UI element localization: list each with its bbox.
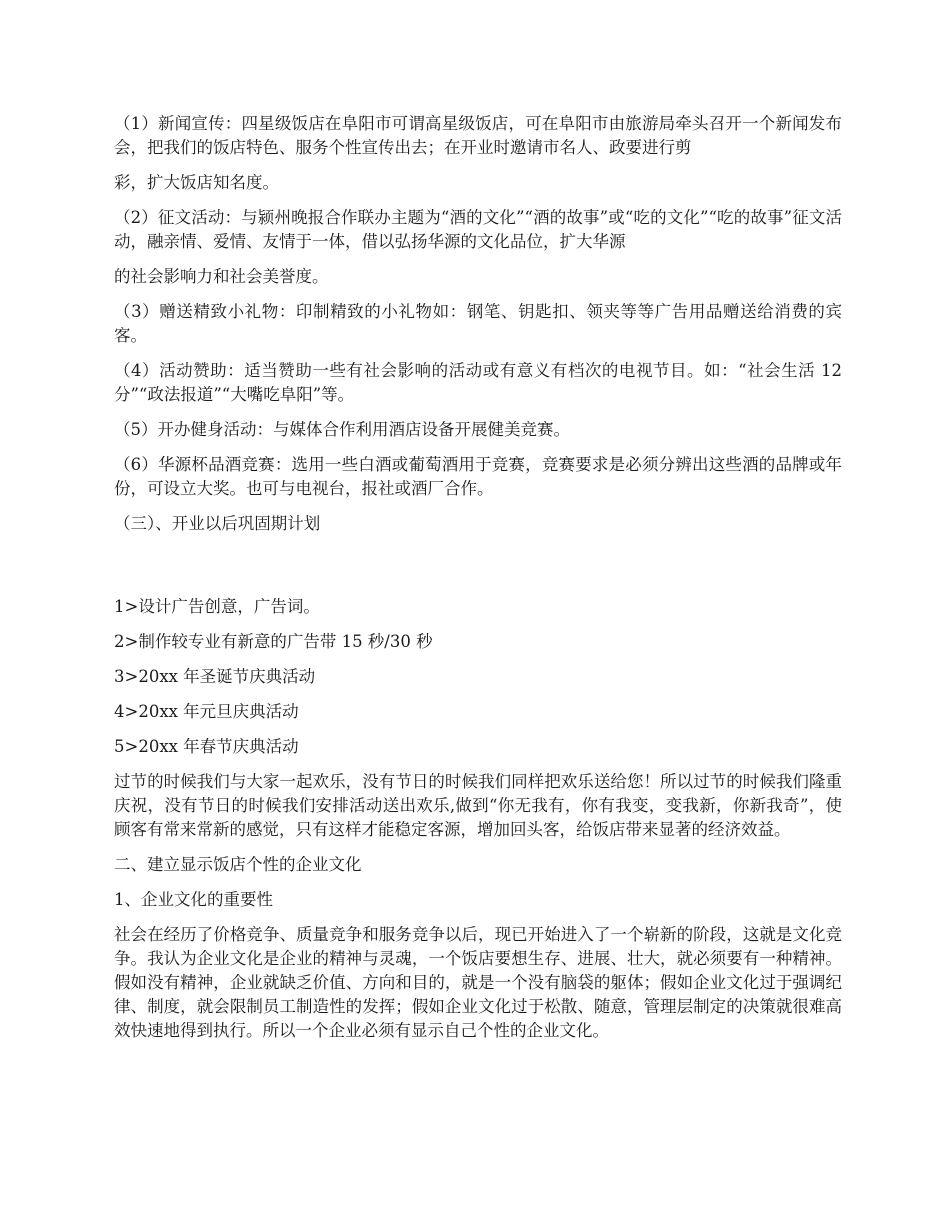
paragraph-wine-contest: （6）华源杯品酒竞赛：选用一些白酒或葡萄酒用于竞赛，竞赛要求是必须分辨出这些酒的品牌或年份，可设立大奖。也可与电视台，报社或酒厂合作。	[114, 455, 842, 498]
paragraph-news-publicity-continued: 彩，扩大饭店知名度。	[114, 173, 279, 192]
paragraph-gifts: （3）赠送精致小礼物：印制精致的小礼物如：钢笔、钥匙扣、领夹等等广告用品赠送给消费的宾客。	[114, 302, 842, 345]
paragraph-sponsorship: （4）活动赞助：适当赞助一些有社会影响的活动或有意义有档次的电视节目。如：“社会生活 12 分”“政法报道”“大嘴吃阜阳”等。	[114, 361, 842, 404]
paragraph-fitness: （5）开办健身活动：与媒体合作利用酒店设备开展健美竞赛。	[114, 420, 570, 439]
list-item: 2>制作较专业有新意的广告带 15 秒/30 秒	[114, 632, 433, 651]
paragraph-essay-activity-continued: 的社会影响力和社会美誉度。	[114, 267, 329, 286]
subsection-heading: 1、企业文化的重要性	[114, 890, 273, 909]
list-item: 4>20xx 年元旦庆典活动	[114, 702, 299, 721]
list-item: 1>设计广告创意，广告词。	[114, 597, 320, 616]
list-item: 3>20xx 年圣诞节庆典活动	[114, 667, 316, 686]
list-item: 5>20xx 年春节庆典活动	[114, 737, 299, 756]
subheading-consolidation-plan: （三）、开业以后巩固期计划	[114, 514, 321, 533]
paragraph-holiday-celebration: 过节的时候我们与大家一起欢乐，没有节日的时候我们同样把欢乐送给您！所以过节的时候我们隆重庆祝，没有节日的时候我们安排活动送出欢乐,做到“你无我有，你有我变，变我新，你新我奇”，使顾客有常来常新的感觉，只有这样才能稳定客源，增加回头客，给饭店带来显著的经济效益。	[114, 772, 842, 839]
blank-space	[114, 547, 842, 595]
section-heading: 二、建立显示饭店个性的企业文化	[114, 855, 362, 874]
paragraph-news-publicity: （1）新闻宣传：四星级饭店在阜阳市可谓高星级饭店，可在阜阳市由旅游局牵头召开一个新闻发布会，把我们的饭店特色、服务个性宣传出去；在开业时邀请市名人、政要进行剪	[114, 114, 842, 157]
document-body	[114, 112, 842, 1054]
paragraph-essay-activity: （2）征文活动：与颍州晚报合作联办主题为“酒的文化”“酒的故事”或“吃的文化”“吃的故事”征文活动，融亲情、爱情、友情于一体，借以弘扬华源的文化品位，扩大华源	[114, 208, 842, 251]
paragraph-corporate-culture: 社会在经历了价格竞争、质量竞争和服务竞争以后，现已开始进入了一个崭新的阶段，这就是文化竞争。我认为企业文化是企业的精神与灵魂，一个饭店要想生存、进展、壮大，就必须要有一种精神。假如没有精神，企业就缺乏价值、方向和目的，就是一个没有脑袋的躯体；假如企业文化过于强调纪律、制度，就会限制员工制造性的发挥；假如企业文化过于松散、随意，管理层制定的决策就很难高效快速地得到执行。所以一个企业必须有显示自己个性的企业文化。	[114, 925, 842, 1040]
